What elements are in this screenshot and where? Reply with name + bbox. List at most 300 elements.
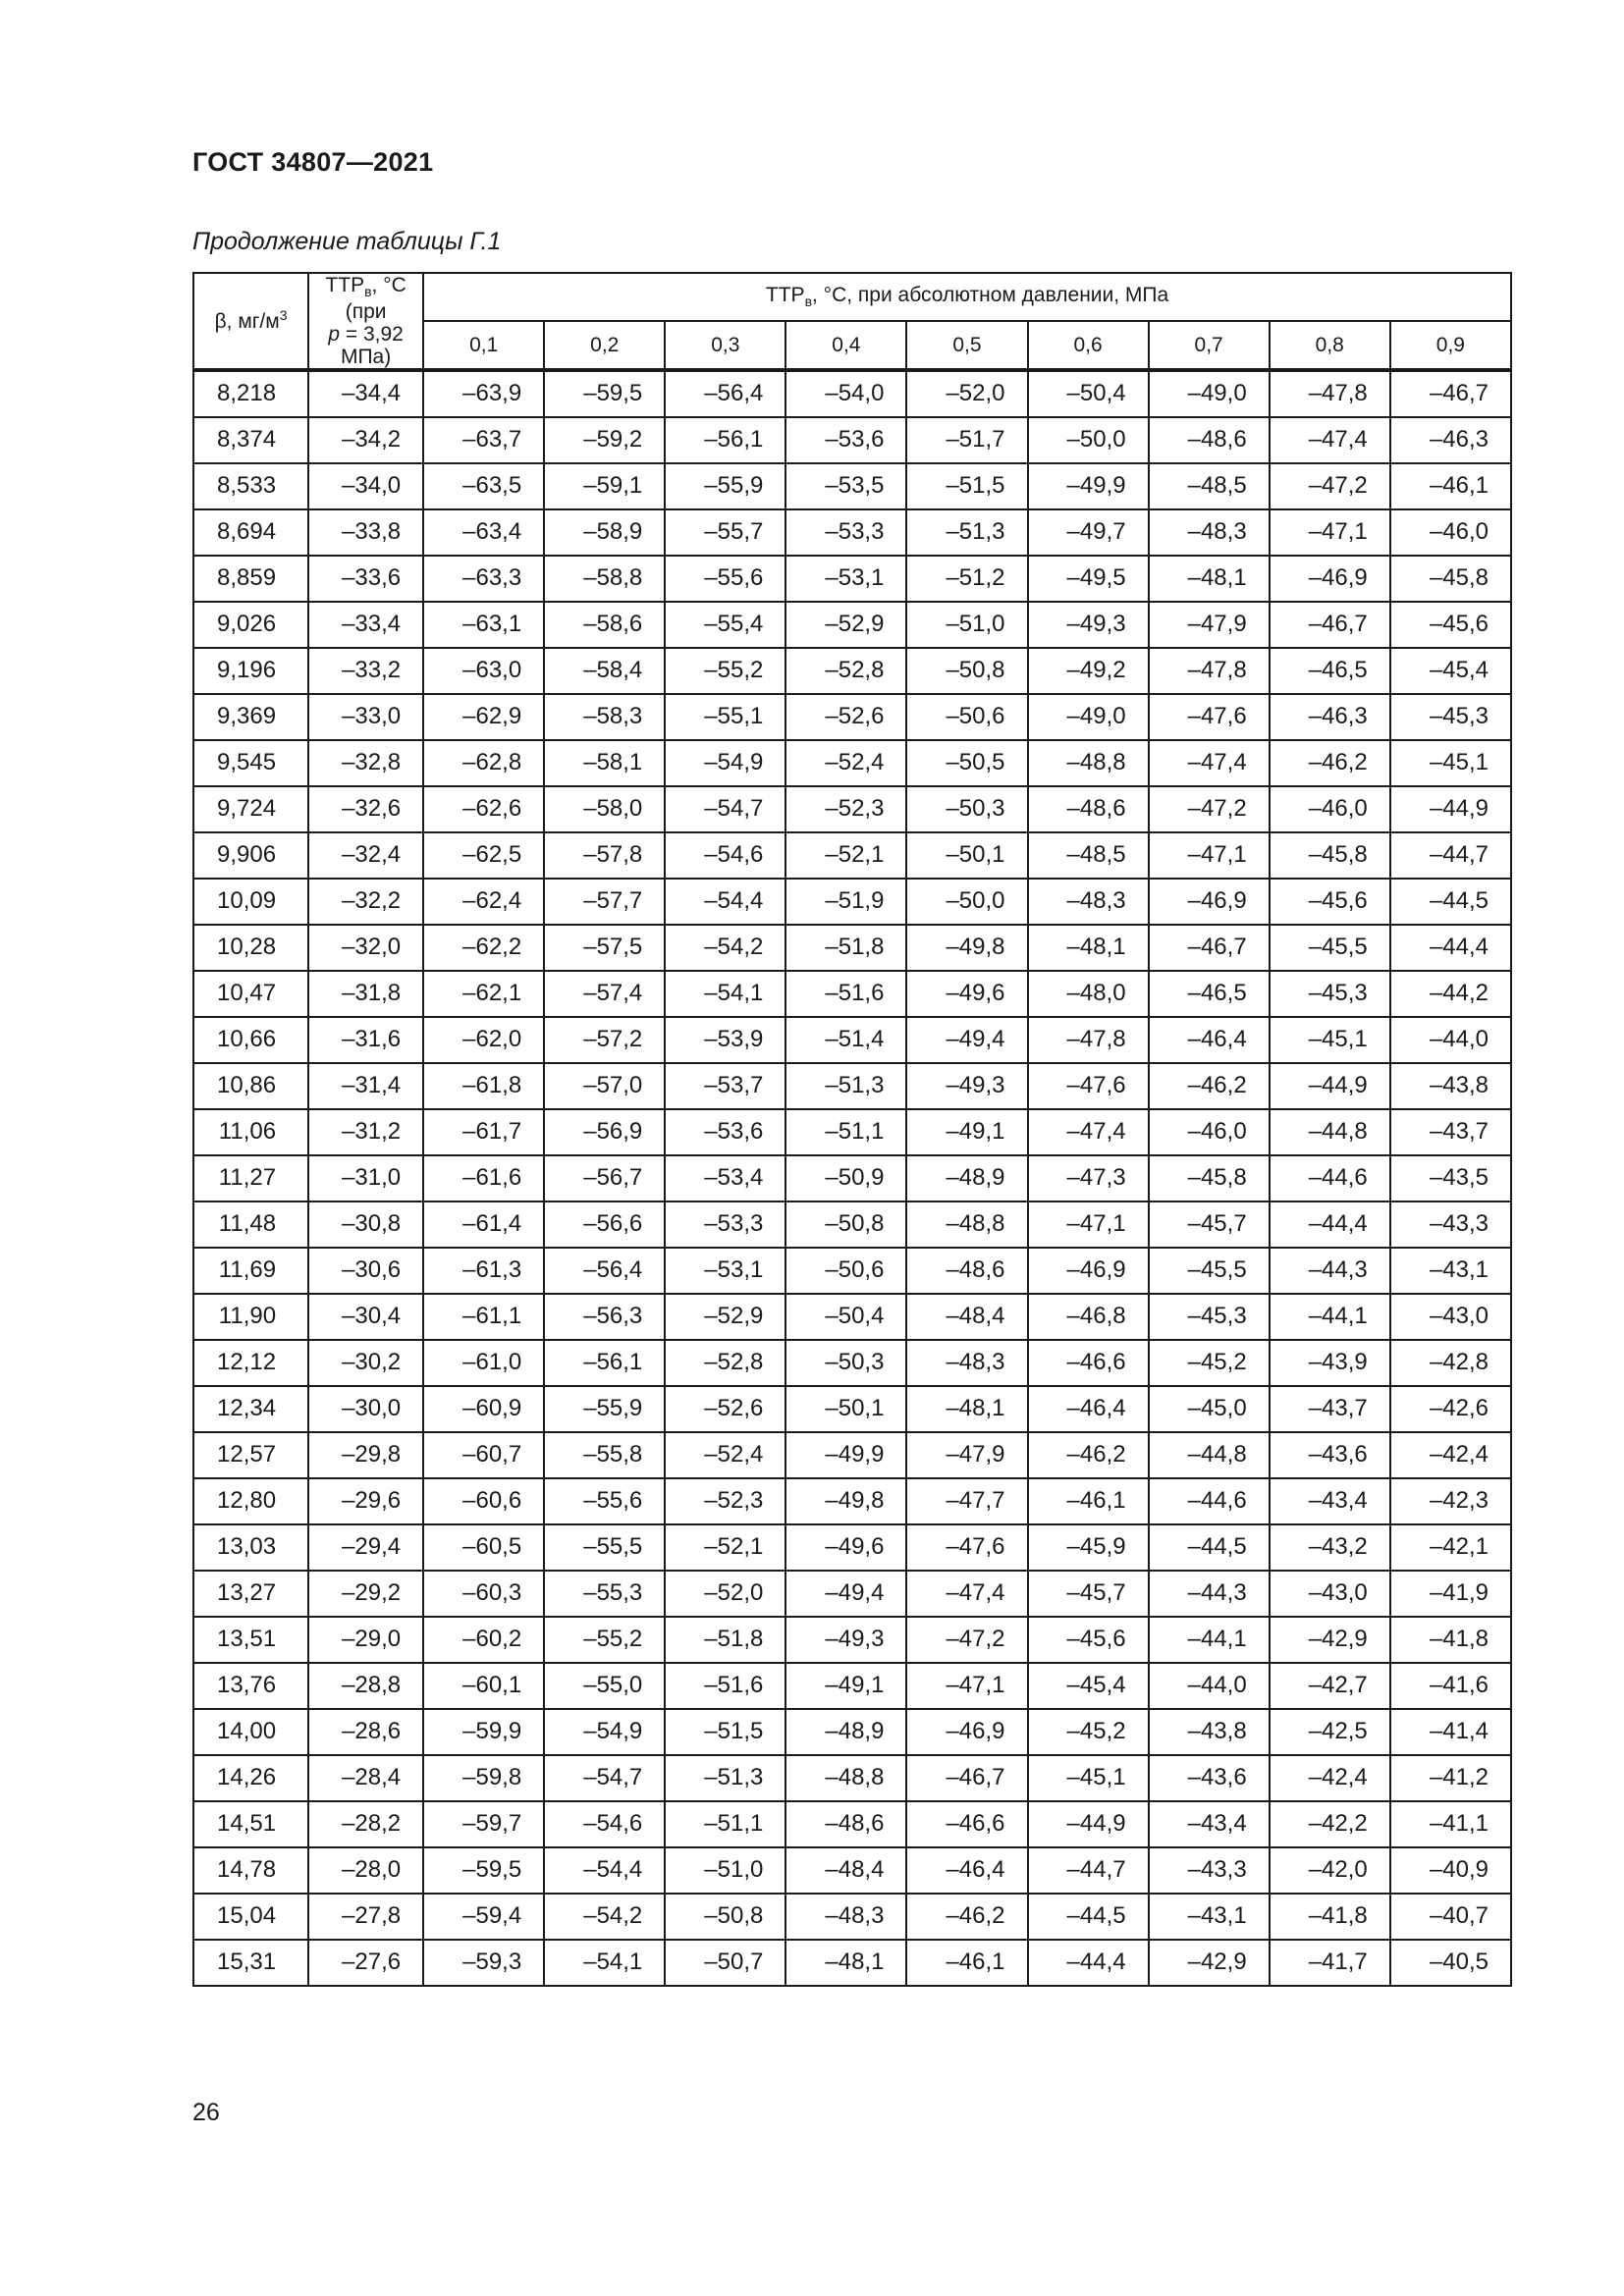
cell-ttr-pressure: –57,0: [544, 1063, 665, 1109]
cell-ttr-pressure: –60,3: [423, 1571, 544, 1617]
cell-ttr-pressure: –48,1: [785, 1940, 906, 1986]
cell-ttr-pressure: –41,8: [1390, 1617, 1511, 1663]
table-row: [193, 602, 1511, 648]
cell-ttr-pressure: –42,4: [1270, 1755, 1390, 1801]
cell-beta: 10,28: [193, 925, 308, 971]
cell-ttr-392: –33,2: [308, 648, 423, 694]
cell-ttr-pressure: –47,1: [1149, 832, 1270, 879]
cell-ttr-pressure: –53,5: [785, 463, 906, 509]
col-header-pressure: 0,2: [544, 321, 665, 370]
cell-ttr-pressure: –43,3: [1149, 1847, 1270, 1894]
cell-ttr-pressure: –46,6: [906, 1801, 1027, 1847]
cell-ttr-pressure: –60,7: [423, 1432, 544, 1478]
cell-ttr-pressure: –55,6: [665, 556, 785, 602]
cell-ttr-pressure: –46,5: [1270, 648, 1390, 694]
cell-ttr-pressure: –43,7: [1390, 1109, 1511, 1155]
table-row: [193, 740, 1511, 786]
cell-ttr-pressure: –55,1: [665, 694, 785, 740]
cell-ttr-pressure: –59,2: [544, 417, 665, 463]
cell-ttr-pressure: –42,3: [1390, 1478, 1511, 1524]
cell-ttr-pressure: –54,4: [665, 879, 785, 925]
cell-beta: 12,12: [193, 1340, 308, 1386]
cell-ttr-pressure: –47,2: [906, 1617, 1027, 1663]
cell-ttr-pressure: –56,1: [544, 1340, 665, 1386]
cell-ttr-pressure: –43,4: [1270, 1478, 1390, 1524]
cell-ttr-pressure: –47,8: [1270, 370, 1390, 417]
cell-ttr-pressure: –41,7: [1270, 1940, 1390, 1986]
cell-ttr-pressure: –45,4: [1390, 648, 1511, 694]
cell-ttr-pressure: –47,6: [1149, 694, 1270, 740]
cell-beta: 9,196: [193, 648, 308, 694]
table-row: [193, 1801, 1511, 1847]
cell-ttr-pressure: –51,3: [785, 1063, 906, 1109]
cell-ttr-392: –34,0: [308, 463, 423, 509]
cell-ttr-pressure: –44,9: [1390, 786, 1511, 832]
table-row: [193, 1017, 1511, 1063]
cell-ttr-pressure: –49,4: [906, 1017, 1027, 1063]
cell-ttr-pressure: –63,0: [423, 648, 544, 694]
cell-ttr-pressure: –44,9: [1028, 1801, 1149, 1847]
cell-ttr-392: –32,6: [308, 786, 423, 832]
cell-ttr-pressure: –59,8: [423, 1755, 544, 1801]
cell-ttr-pressure: –46,4: [906, 1847, 1027, 1894]
table-caption: Продолжение таблицы Г.1: [192, 228, 502, 255]
cell-beta: 10,09: [193, 879, 308, 925]
cell-ttr-pressure: –48,6: [1149, 417, 1270, 463]
cell-ttr-pressure: –46,6: [1028, 1340, 1149, 1386]
cell-ttr-pressure: –54,6: [544, 1801, 665, 1847]
cell-ttr-pressure: –51,6: [665, 1663, 785, 1709]
cell-ttr-pressure: –49,2: [1028, 648, 1149, 694]
cell-ttr-pressure: –43,6: [1270, 1432, 1390, 1478]
cell-ttr-pressure: –44,2: [1390, 971, 1511, 1017]
cell-ttr-pressure: –55,4: [665, 602, 785, 648]
col-header-beta: β, $мг/м^3$: [193, 273, 308, 370]
cell-ttr-pressure: –44,5: [1390, 879, 1511, 925]
cell-ttr-pressure: –46,7: [906, 1755, 1027, 1801]
cell-ttr-pressure: –44,4: [1390, 925, 1511, 971]
cell-beta: 9,545: [193, 740, 308, 786]
cell-ttr-pressure: –40,5: [1390, 1940, 1511, 1986]
cell-ttr-392: –32,0: [308, 925, 423, 971]
cell-beta: 14,26: [193, 1755, 308, 1801]
col-header-ttr-392: $ТТР_в$, °С (при p = 3,92 МПа): [308, 273, 423, 370]
cell-ttr-pressure: –55,7: [665, 509, 785, 556]
cell-ttr-pressure: –46,2: [1028, 1432, 1149, 1478]
cell-ttr-pressure: –62,1: [423, 971, 544, 1017]
cell-ttr-pressure: –45,6: [1028, 1617, 1149, 1663]
cell-ttr-pressure: –53,7: [665, 1063, 785, 1109]
cell-ttr-pressure: –52,1: [785, 832, 906, 879]
cell-ttr-pressure: –59,3: [423, 1940, 544, 1986]
cell-ttr-pressure: –52,4: [785, 740, 906, 786]
cell-ttr-pressure: –44,9: [1270, 1063, 1390, 1109]
cell-ttr-pressure: –48,1: [1149, 556, 1270, 602]
cell-ttr-pressure: –41,9: [1390, 1571, 1511, 1617]
cell-ttr-pressure: –48,0: [1028, 971, 1149, 1017]
table-row: [193, 1432, 1511, 1478]
cell-ttr-pressure: –44,3: [1270, 1248, 1390, 1294]
cell-ttr-pressure: –53,1: [785, 556, 906, 602]
cell-ttr-pressure: –48,6: [906, 1248, 1027, 1294]
table-row: [193, 1478, 1511, 1524]
cell-ttr-pressure: –45,6: [1270, 879, 1390, 925]
cell-ttr-392: –33,8: [308, 509, 423, 556]
cell-ttr-pressure: –48,3: [785, 1894, 906, 1940]
cell-ttr-pressure: –51,0: [906, 602, 1027, 648]
cell-ttr-pressure: –47,4: [1028, 1109, 1149, 1155]
cell-ttr-pressure: –61,6: [423, 1155, 544, 1201]
cell-ttr-pressure: –59,7: [423, 1801, 544, 1847]
col-header-pressure: 0,3: [665, 321, 785, 370]
table-row: [193, 971, 1511, 1017]
table-row: [193, 832, 1511, 879]
cell-ttr-pressure: –51,1: [665, 1801, 785, 1847]
cell-ttr-pressure: –44,7: [1390, 832, 1511, 879]
cell-ttr-pressure: –44,1: [1270, 1294, 1390, 1340]
cell-ttr-pressure: –49,3: [906, 1063, 1027, 1109]
cell-ttr-pressure: –57,7: [544, 879, 665, 925]
cell-ttr-pressure: –49,9: [1028, 463, 1149, 509]
cell-ttr-pressure: –45,8: [1390, 556, 1511, 602]
cell-ttr-392: –32,2: [308, 879, 423, 925]
col-header-pressure: 0,6: [1028, 321, 1149, 370]
cell-ttr-pressure: –57,4: [544, 971, 665, 1017]
cell-ttr-pressure: –43,4: [1149, 1801, 1270, 1847]
cell-ttr-pressure: –42,0: [1270, 1847, 1390, 1894]
cell-ttr-pressure: –55,5: [544, 1524, 665, 1571]
cell-ttr-pressure: –47,2: [1270, 463, 1390, 509]
cell-ttr-pressure: –45,1: [1390, 740, 1511, 786]
cell-ttr-pressure: –46,5: [1149, 971, 1270, 1017]
cell-ttr-pressure: –46,4: [1028, 1386, 1149, 1432]
cell-ttr-pressure: –62,0: [423, 1017, 544, 1063]
cell-ttr-pressure: –43,8: [1390, 1063, 1511, 1109]
cell-ttr-pressure: –62,2: [423, 925, 544, 971]
cell-ttr-pressure: –56,1: [665, 417, 785, 463]
cell-ttr-392: –27,8: [308, 1894, 423, 1940]
cell-ttr-pressure: –47,9: [906, 1432, 1027, 1478]
cell-ttr-pressure: –60,5: [423, 1524, 544, 1571]
cell-ttr-pressure: –58,1: [544, 740, 665, 786]
cell-ttr-pressure: –46,3: [1390, 417, 1511, 463]
cell-ttr-pressure: –48,4: [906, 1294, 1027, 1340]
cell-ttr-pressure: –55,3: [544, 1571, 665, 1617]
cell-ttr-pressure: –46,0: [1270, 786, 1390, 832]
cell-ttr-pressure: –43,2: [1270, 1524, 1390, 1571]
cell-beta: 9,026: [193, 602, 308, 648]
cell-ttr-pressure: –45,2: [1028, 1709, 1149, 1755]
cell-ttr-pressure: –46,2: [1149, 1063, 1270, 1109]
cell-ttr-pressure: –54,0: [785, 370, 906, 417]
cell-beta: 9,724: [193, 786, 308, 832]
cell-ttr-pressure: –48,5: [1149, 463, 1270, 509]
cell-ttr-pressure: –48,8: [785, 1755, 906, 1801]
cell-ttr-pressure: –45,7: [1028, 1571, 1149, 1617]
cell-ttr-pressure: –61,1: [423, 1294, 544, 1340]
cell-ttr-392: –33,0: [308, 694, 423, 740]
cell-ttr-pressure: –52,0: [906, 370, 1027, 417]
cell-ttr-pressure: –46,9: [1270, 556, 1390, 602]
cell-ttr-pressure: –41,4: [1390, 1709, 1511, 1755]
table-row: [193, 1294, 1511, 1340]
cell-ttr-pressure: –51,3: [665, 1755, 785, 1801]
col-header-pressure: 0,5: [906, 321, 1027, 370]
cell-ttr-392: –31,8: [308, 971, 423, 1017]
cell-ttr-pressure: –52,3: [785, 786, 906, 832]
cell-ttr-pressure: –61,8: [423, 1063, 544, 1109]
cell-ttr-pressure: –52,4: [665, 1432, 785, 1478]
cell-ttr-pressure: –61,4: [423, 1201, 544, 1248]
cell-ttr-pressure: –54,2: [665, 925, 785, 971]
cell-ttr-pressure: –45,3: [1390, 694, 1511, 740]
cell-beta: 8,533: [193, 463, 308, 509]
table-row: [193, 1524, 1511, 1571]
cell-ttr-pressure: –58,4: [544, 648, 665, 694]
cell-ttr-pressure: –51,4: [785, 1017, 906, 1063]
cell-ttr-pressure: –52,3: [665, 1478, 785, 1524]
cell-ttr-392: –30,6: [308, 1248, 423, 1294]
cell-ttr-pressure: –46,1: [906, 1940, 1027, 1986]
cell-ttr-pressure: –52,9: [665, 1294, 785, 1340]
cell-ttr-pressure: –58,8: [544, 556, 665, 602]
cell-ttr-pressure: –47,8: [1028, 1017, 1149, 1063]
cell-ttr-pressure: –61,7: [423, 1109, 544, 1155]
cell-beta: 13,76: [193, 1663, 308, 1709]
page-number: 26: [192, 2099, 220, 2126]
table-row: [193, 1940, 1511, 1986]
cell-ttr-pressure: –63,7: [423, 417, 544, 463]
cell-ttr-pressure: –49,0: [1028, 694, 1149, 740]
cell-ttr-pressure: –50,1: [785, 1386, 906, 1432]
cell-ttr-pressure: –54,1: [665, 971, 785, 1017]
cell-ttr-pressure: –57,8: [544, 832, 665, 879]
cell-ttr-pressure: –47,6: [906, 1524, 1027, 1571]
cell-ttr-pressure: –55,0: [544, 1663, 665, 1709]
cell-ttr-pressure: –58,9: [544, 509, 665, 556]
cell-ttr-pressure: –42,9: [1149, 1940, 1270, 1986]
cell-ttr-pressure: –51,0: [665, 1847, 785, 1894]
cell-ttr-pressure: –48,4: [785, 1847, 906, 1894]
cell-ttr-pressure: –55,9: [665, 463, 785, 509]
cell-ttr-pressure: –44,4: [1270, 1201, 1390, 1248]
cell-ttr-pressure: –58,3: [544, 694, 665, 740]
cell-ttr-pressure: –63,3: [423, 556, 544, 602]
cell-ttr-pressure: –45,1: [1270, 1017, 1390, 1063]
cell-ttr-pressure: –47,6: [1028, 1063, 1149, 1109]
cell-ttr-392: –30,8: [308, 1201, 423, 1248]
cell-ttr-pressure: –55,8: [544, 1432, 665, 1478]
cell-ttr-pressure: –47,8: [1149, 648, 1270, 694]
cell-ttr-pressure: –63,4: [423, 509, 544, 556]
cell-beta: 11,27: [193, 1155, 308, 1201]
cell-ttr-pressure: –50,8: [785, 1201, 906, 1248]
table-row: [193, 1248, 1511, 1294]
cell-ttr-pressure: –52,6: [665, 1386, 785, 1432]
cell-ttr-pressure: –53,6: [785, 417, 906, 463]
table-row: [193, 509, 1511, 556]
cell-ttr-pressure: –49,1: [906, 1109, 1027, 1155]
col-header-pressure: 0,8: [1270, 321, 1390, 370]
cell-ttr-pressure: –53,3: [785, 509, 906, 556]
cell-beta: 11,48: [193, 1201, 308, 1248]
cell-ttr-392: –28,0: [308, 1847, 423, 1894]
cell-ttr-pressure: –51,2: [906, 556, 1027, 602]
cell-ttr-pressure: –47,4: [906, 1571, 1027, 1617]
cell-ttr-pressure: –49,0: [1149, 370, 1270, 417]
cell-ttr-pressure: –42,5: [1270, 1709, 1390, 1755]
cell-ttr-pressure: –58,0: [544, 786, 665, 832]
cell-ttr-392: –29,4: [308, 1524, 423, 1571]
cell-ttr-pressure: –46,7: [1390, 370, 1511, 417]
cell-ttr-pressure: –44,3: [1149, 1571, 1270, 1617]
table-row: [193, 1386, 1511, 1432]
cell-ttr-pressure: –54,9: [665, 740, 785, 786]
cell-ttr-pressure: –50,0: [906, 879, 1027, 925]
table-row: [193, 1340, 1511, 1386]
cell-ttr-pressure: –56,9: [544, 1109, 665, 1155]
table-row: [193, 1155, 1511, 1201]
cell-ttr-pressure: –53,3: [665, 1201, 785, 1248]
cell-beta: 8,694: [193, 509, 308, 556]
cell-ttr-pressure: –46,9: [906, 1709, 1027, 1755]
cell-ttr-pressure: –51,9: [785, 879, 906, 925]
cell-ttr-pressure: –54,7: [665, 786, 785, 832]
cell-ttr-pressure: –45,1: [1028, 1755, 1149, 1801]
cell-ttr-pressure: –48,8: [1028, 740, 1149, 786]
cell-beta: 11,69: [193, 1248, 308, 1294]
cell-ttr-392: –30,0: [308, 1386, 423, 1432]
cell-ttr-pressure: –51,7: [906, 417, 1027, 463]
cell-ttr-pressure: –47,1: [1270, 509, 1390, 556]
cell-ttr-pressure: –60,2: [423, 1617, 544, 1663]
table-row: [193, 370, 1511, 417]
cell-ttr-pressure: –54,4: [544, 1847, 665, 1894]
table-header: [193, 273, 1511, 370]
cell-ttr-pressure: –48,9: [785, 1709, 906, 1755]
cell-ttr-pressure: –50,8: [665, 1894, 785, 1940]
cell-ttr-pressure: –45,7: [1149, 1201, 1270, 1248]
cell-ttr-pressure: –60,6: [423, 1478, 544, 1524]
table-row: [193, 648, 1511, 694]
cell-ttr-pressure: –55,2: [665, 648, 785, 694]
col-header-pressure: 0,7: [1149, 321, 1270, 370]
cell-ttr-pressure: –50,1: [906, 832, 1027, 879]
cell-ttr-392: –28,6: [308, 1709, 423, 1755]
cell-ttr-pressure: –47,3: [1028, 1155, 1149, 1201]
cell-ttr-pressure: –44,1: [1149, 1617, 1270, 1663]
cell-beta: 14,78: [193, 1847, 308, 1894]
cell-ttr-392: –32,4: [308, 832, 423, 879]
cell-ttr-392: –29,0: [308, 1617, 423, 1663]
cell-ttr-392: –32,8: [308, 740, 423, 786]
cell-ttr-392: –29,2: [308, 1571, 423, 1617]
cell-ttr-pressure: –43,8: [1149, 1709, 1270, 1755]
table-row: [193, 1063, 1511, 1109]
table-row: [193, 417, 1511, 463]
cell-beta: 14,51: [193, 1801, 308, 1847]
cell-beta: 10,86: [193, 1063, 308, 1109]
cell-ttr-pressure: –60,1: [423, 1663, 544, 1709]
cell-ttr-pressure: –51,6: [785, 971, 906, 1017]
cell-ttr-pressure: –44,4: [1028, 1940, 1149, 1986]
cell-beta: 8,218: [193, 370, 308, 417]
cell-ttr-pressure: –56,4: [544, 1248, 665, 1294]
cell-ttr-pressure: –46,4: [1149, 1017, 1270, 1063]
table-row: [193, 556, 1511, 602]
cell-beta: 12,57: [193, 1432, 308, 1478]
cell-ttr-pressure: –55,9: [544, 1386, 665, 1432]
cell-ttr-pressure: –49,3: [1028, 602, 1149, 648]
cell-ttr-pressure: –43,1: [1149, 1894, 1270, 1940]
cell-ttr-pressure: –44,5: [1149, 1524, 1270, 1571]
cell-ttr-pressure: –50,9: [785, 1155, 906, 1201]
cell-ttr-pressure: –42,7: [1270, 1663, 1390, 1709]
cell-beta: 13,51: [193, 1617, 308, 1663]
cell-ttr-pressure: –41,6: [1390, 1663, 1511, 1709]
cell-ttr-392: –29,6: [308, 1478, 423, 1524]
table-row: [193, 1755, 1511, 1801]
cell-ttr-pressure: –45,3: [1149, 1294, 1270, 1340]
cell-ttr-pressure: –41,8: [1270, 1894, 1390, 1940]
cell-ttr-pressure: –43,1: [1390, 1248, 1511, 1294]
cell-ttr-pressure: –46,2: [1270, 740, 1390, 786]
cell-ttr-pressure: –52,1: [665, 1524, 785, 1571]
cell-ttr-pressure: –43,9: [1270, 1340, 1390, 1386]
cell-ttr-pressure: –62,6: [423, 786, 544, 832]
data-table: [192, 272, 1512, 1987]
cell-ttr-pressure: –48,1: [1028, 925, 1149, 971]
table-row: [193, 1847, 1511, 1894]
cell-ttr-pressure: –52,8: [665, 1340, 785, 1386]
cell-ttr-pressure: –41,2: [1390, 1755, 1511, 1801]
cell-ttr-pressure: –48,3: [1149, 509, 1270, 556]
cell-ttr-pressure: –42,9: [1270, 1617, 1390, 1663]
col-header-group-pressure: $ТТР_в$, °С, при абсолютном давлении, МПа: [423, 273, 1511, 321]
table-row: [193, 925, 1511, 971]
cell-ttr-pressure: –54,7: [544, 1755, 665, 1801]
cell-ttr-392: –29,8: [308, 1432, 423, 1478]
cell-ttr-pressure: –63,9: [423, 370, 544, 417]
cell-ttr-pressure: –44,0: [1149, 1663, 1270, 1709]
cell-ttr-392: –34,4: [308, 370, 423, 417]
cell-beta: 14,00: [193, 1709, 308, 1755]
cell-ttr-pressure: –44,8: [1149, 1432, 1270, 1478]
table-row: [193, 463, 1511, 509]
cell-ttr-392: –30,2: [308, 1340, 423, 1386]
cell-ttr-pressure: –61,3: [423, 1248, 544, 1294]
cell-ttr-pressure: –42,6: [1390, 1386, 1511, 1432]
cell-ttr-392: –30,4: [308, 1294, 423, 1340]
cell-ttr-pressure: –48,8: [906, 1201, 1027, 1248]
cell-ttr-pressure: –48,3: [906, 1340, 1027, 1386]
cell-ttr-pressure: –42,8: [1390, 1340, 1511, 1386]
cell-ttr-pressure: –63,5: [423, 463, 544, 509]
cell-ttr-pressure: –62,8: [423, 740, 544, 786]
cell-ttr-pressure: –43,5: [1390, 1155, 1511, 1201]
cell-ttr-pressure: –50,4: [1028, 370, 1149, 417]
table-row: [193, 1571, 1511, 1617]
cell-ttr-pressure: –47,9: [1149, 602, 1270, 648]
cell-ttr-pressure: –45,5: [1270, 925, 1390, 971]
cell-ttr-pressure: –49,7: [1028, 509, 1149, 556]
cell-ttr-392: –31,2: [308, 1109, 423, 1155]
cell-beta: 15,31: [193, 1940, 308, 1986]
cell-ttr-pressure: –47,1: [1028, 1201, 1149, 1248]
cell-beta: 12,34: [193, 1386, 308, 1432]
table-row: [193, 1617, 1511, 1663]
cell-ttr-pressure: –44,6: [1149, 1478, 1270, 1524]
